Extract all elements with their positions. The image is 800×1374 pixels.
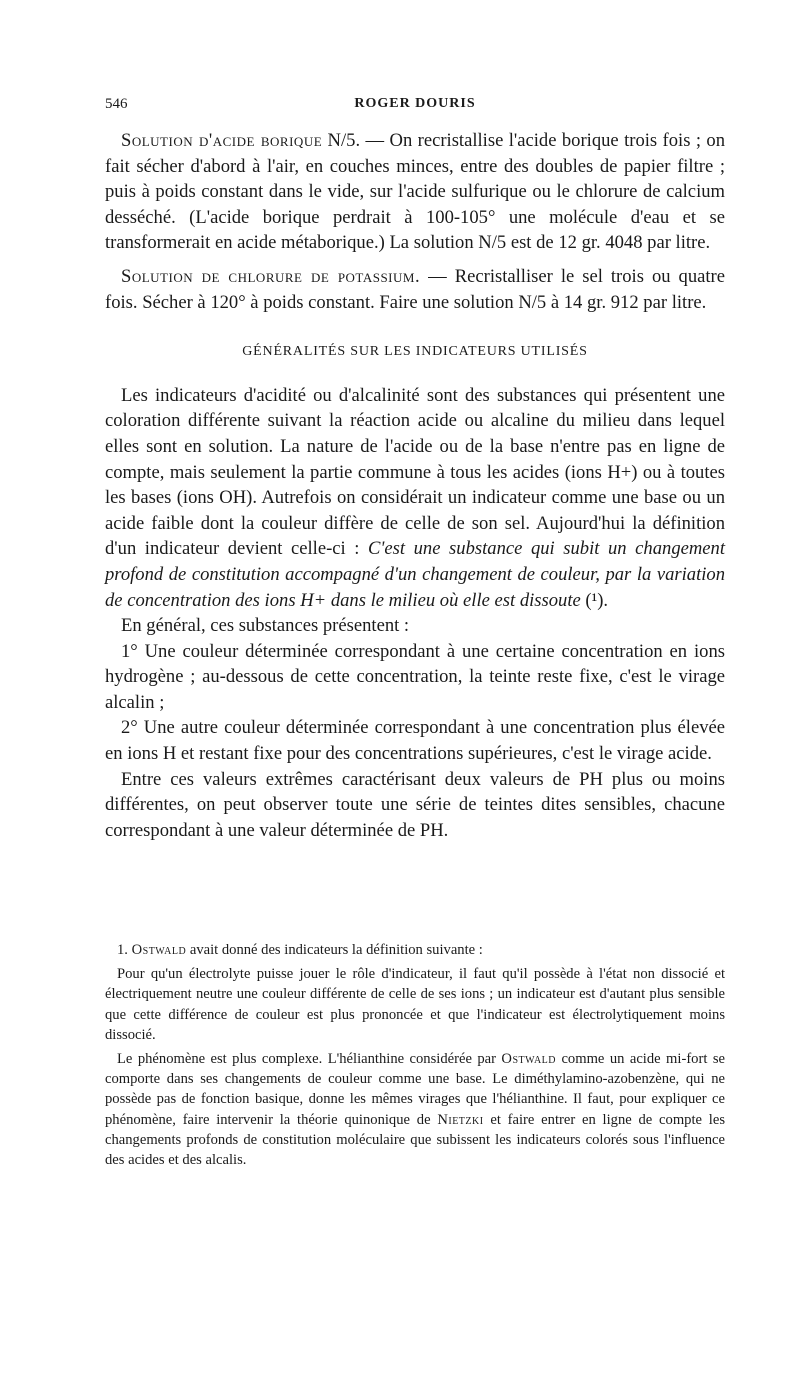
footnote-reference: (¹). <box>580 589 609 611</box>
footnote-author-ostwald: Ostwald <box>131 942 187 958</box>
footnote-complexity-a: Le phénomène est plus complexe. L'hélianthine considérée par <box>117 1051 502 1068</box>
footnote-intro-text: avait donné des indicateurs la définition suivante : <box>186 942 483 958</box>
paragraph-indicators <box>105 383 725 613</box>
paragraph-acid-turn: 2° Une autre couleur déterminée correspondant à une concentration plus élevée en ions H et restant fixe pour des concentrations supérieures, c'est le virage acide. <box>105 717 725 765</box>
boric-acid-heading-tail: N/5. — <box>322 130 390 151</box>
potassium-chloride-heading-tail: — <box>420 265 455 287</box>
page-header <box>105 96 725 120</box>
footnote-complexity-c: et faire entrer en ligne de compte les changements profonds de constitution moléculaire que subissent les indicateurs colorés sous l'influence des acides et des alcalis. <box>105 1111 725 1169</box>
potassium-chloride-text: Recristalliser le sel trois ou quatre fois. Sécher à 120° à poids constant. Faire une solution N/5 à 14 gr. 912 par litre. <box>105 265 725 313</box>
footnote-intro <box>105 940 725 960</box>
indicators-text: Les indicateurs d'acidité ou d'alcalinité sont des substances qui présentent une coloration différente suivant la réaction acide ou alcaline du milieu dans lequel elles sont en solution. La nature de l'acide ou de la base n'entre pas en ligne de compte, mais seulement la partie commune à tous les acides (ions H+) ou à toutes les bases (ions OH). Autrefois on considérait un indicateur comme une base ou un acide faible dont la couleur diffère de celle de son sel. Aujourd'hui la définition d'un indicateur devient celle-ci : <box>105 384 725 560</box>
paragraph-general: En général, ces substances présentent : <box>121 615 410 637</box>
footnote-complexity-b: comme un acide mi-fort se comporte dans ses changements de couleur comme une base. Le diméthylamino-azobenzène, qui ne possède pas de fonction basique, donne les mêmes virages que l'hélianthine. Il faut, pour expliquer ce phénomène, faire intervenir la théorie quinonique de <box>105 1051 725 1128</box>
paragraph-potassium-chloride <box>105 264 725 315</box>
footnote-author-nietzki: Nietzki <box>437 1111 484 1128</box>
paragraph-boric-acid <box>105 128 725 256</box>
paragraph-alkaline-turn: 1° Une couleur déterminée correspondant à une certaine concentration en ions hydrogène ; au-dessous de cette concentration, la teinte reste fixe, c'est le virage alcalin ; <box>105 640 725 713</box>
paragraph-sensitive-tints: Entre ces valeurs extrêmes caractérisant deux valeurs de PH plus ou moins différentes, on peut observer toute une série de teintes dites sensibles, chacune correspondant à une valeur déterminée de PH. <box>105 768 725 841</box>
footnote-number: 1. <box>117 942 132 958</box>
footnotes <box>105 940 725 1170</box>
page-number: 546 <box>105 96 128 112</box>
boric-acid-heading: Solution d'acide borique <box>121 130 323 151</box>
footnote-complexity <box>105 1049 725 1170</box>
section-heading: GÉNÉRALITÉS SUR LES INDICATEURS UTILISÉS <box>242 344 588 360</box>
footnote-author-ostwald-2: Ostwald <box>501 1051 557 1068</box>
main-text <box>105 128 725 843</box>
boric-acid-text: On recristallise l'acide borique trois fois ; on fait sécher d'abord à l'air, en couches minces, entre des doubles de papier filtre ; puis à poids constant dans le vide, sur l'acide sulfurique ou le chlorure de calcium desséché. (L'acide borique perdrait à 100-105° une molécule d'eau et se transformerait en acide métaborique.) La solution N/5 est de 12 gr. 4048 par litre. <box>105 130 726 254</box>
running-head: ROGER DOURIS <box>354 96 476 111</box>
indicator-definition: C'est une substance qui subit un changement profond de constitution accompagné d'un changement de couleur, par la variation de concentration des ions H+ dans le milieu où elle est dissoute <box>105 538 726 611</box>
potassium-chloride-heading: Solution de chlorure de potassium. <box>121 265 421 287</box>
footnote-definition: Pour qu'un électrolyte puisse jouer le rôle d'indicateur, il faut qu'il possède à l'état non dissocié et électriquement neutre une couleur différente de celle de ses ions ; un indicateur est d'autant plus sensible que cette différence de couleur est plus prononcée et que l'indicateur est électrolytiquement moins dissocié. <box>105 966 725 1043</box>
